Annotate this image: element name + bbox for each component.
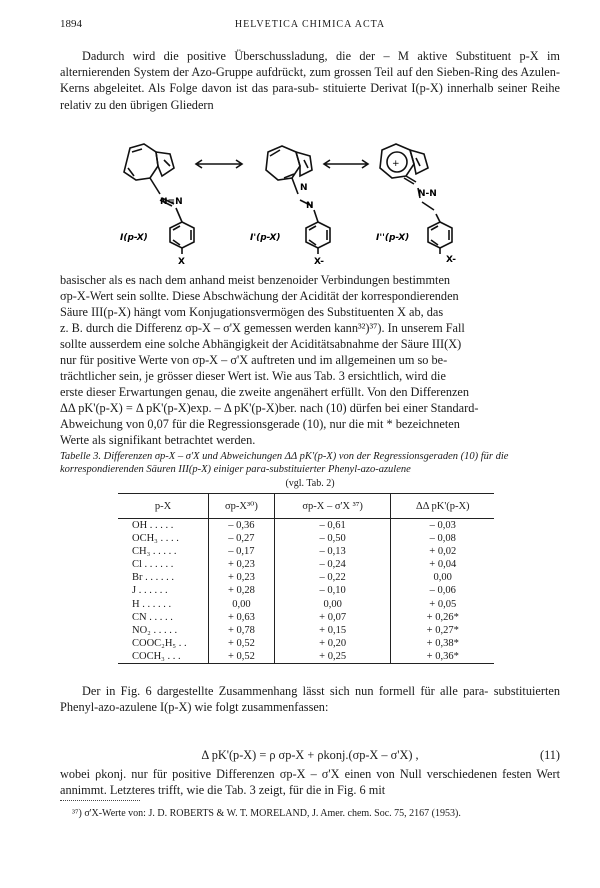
col-header-ddpk: ΔΔ pK'(p-X) [391, 494, 494, 519]
table-cell: – 0,13 [274, 545, 391, 558]
table-cell: + 0,23 [209, 571, 275, 584]
azo-label-1: N=N [160, 197, 183, 207]
table-cell: – 0,27 [209, 532, 275, 545]
table-cell: + 0,05 [429, 598, 457, 610]
table-row [118, 519, 494, 533]
table-cell: – 0,50 [274, 532, 391, 545]
table-cell: – 0,24 [274, 558, 391, 571]
substituent-3: X- [446, 255, 456, 265]
table-cell: + 0,04 [429, 559, 457, 571]
structure-label-1: I(p-X) [120, 233, 148, 243]
table-cell: OH . . . . . [118, 519, 209, 533]
running-header [60, 18, 560, 34]
structure-label-3: I''(p-X) [376, 233, 410, 243]
table-cell: – 0,03 [429, 520, 456, 531]
table-cell: NO₂ . . . . . [118, 624, 209, 637]
table-cell: J . . . . . . [118, 584, 209, 597]
resonance-arrow-2 [324, 160, 368, 168]
paragraph-3: Der in Fig. 6 dargestellte Zusammenhang lässt sich nun formell für alle para- substituierten Phenyl-azo-azulene I(p-X) wie folgt zusammenfassen: [60, 684, 560, 715]
table-row [118, 532, 494, 545]
paragraph-4: wobei ρkonj. nur für positive Differenzen σp-X – σ'X einen von Null verschiedenen festen Wert annimmt. Letzteres trifft, wie die Tab. 3 zeigt, für die in Fig. 6 mit [60, 767, 560, 798]
table-cell: + 0,25 [274, 650, 391, 664]
table-row [118, 571, 494, 584]
table-cell: + 0,20 [274, 637, 391, 650]
resonance-arrow-1 [196, 160, 242, 168]
table-row [118, 611, 494, 624]
paragraph-2-line-k: Werte als signifikant betrachtet werden. [60, 433, 256, 447]
paragraph-2-line-b: σp-X-Wert sein sollte. Diese Abschwächung der Acidität der korrespondierenden [60, 289, 459, 303]
azo-label-3: N-N [418, 189, 437, 199]
paragraph-2-line-e: sollte ausserdem eine solche Abhängigkeit der Aciditätsabnahme der Säure III(X) [60, 337, 462, 351]
table-cell: – 0,36 [209, 519, 275, 533]
col-header-sigma: σp-X³⁰) [209, 494, 275, 519]
table-cell: COOC₂H₅ . . [118, 637, 209, 650]
substituent-2: X- [314, 257, 324, 267]
plus-charge: + [392, 159, 400, 169]
journal-title: HELVETICA CHIMICA ACTA [234, 19, 386, 30]
table-caption: Tabelle 3. Differenzen σp-X – σ'X und Abweichungen ΔΔ pK'(p-X) von der Regressionsgeraden (10) für die korrespondierenden Säuren III(p-X) einiger para-substituierter Phenyl-azo-azulene [60, 451, 509, 475]
equation-formula: Δ pK'(p-X) = ρ σp-X + ρkonj.(σp-X – σ'X) , [201, 748, 419, 762]
table-subcaption: (vgl. Tab. 2) [285, 478, 335, 489]
table-cell: Br . . . . . . [118, 571, 209, 584]
n-label-2a: N [300, 183, 308, 193]
table-cell: – 0,10 [274, 584, 391, 597]
table-row [118, 584, 494, 597]
table-cell: + 0,52 [209, 637, 275, 650]
table-cell: – 0,61 [274, 519, 391, 533]
table-row [118, 598, 494, 611]
paragraph-2-line-j: Abweichung von 0,07 für die Regressionsgerade (10), nur die mit * bezeichneten [60, 417, 460, 431]
paragraph-1: Dadurch wird die positive Überschussladung, die der – M aktive Substituent p-X im alternierenden System der Azo-Gruppe aufdrückt, zum grossen Teil auf den Sieben-Ring des Azulen-Kerns abgeleitet. Als Folge davon ist das para-sub- stituierte Derivat I(p-X) innerhalb seiner Reihe relativ zu den übrigen Gliedern [60, 49, 560, 112]
table-row [118, 637, 494, 650]
table-cell: + 0,26* [426, 611, 459, 623]
table-cell: – 0,08 [429, 533, 456, 545]
paragraph-2-line-h: erste dieser Erwartungen genau, die zweite angenähert erfüllt. Von den Differenzen [60, 385, 470, 399]
resonance-scheme [100, 138, 520, 268]
table-cell: + 0,02 [429, 546, 457, 558]
structure-label-2: I'(p-X) [250, 233, 281, 243]
table-cell: + 0,23 [209, 558, 275, 571]
table-cell: + 0,52 [209, 650, 275, 664]
table-cell: + 0,27* [426, 624, 459, 636]
footnote-37: ³⁷) σ'X-Werte von: J. D. ROBERTS & W. T. MORELAND, J. Amer. chem. Soc. 75, 2167 (1953). [72, 808, 461, 819]
substituent-1: X [178, 257, 185, 267]
table-cell: + 0,28 [209, 584, 275, 597]
table-row [118, 624, 494, 637]
table-cell: CH₃ . . . . . [118, 545, 209, 558]
table-cell: + 0,15 [274, 624, 391, 637]
table-row [118, 558, 494, 571]
table-cell: 0,00 [433, 572, 452, 584]
paragraph-2-line-i: ΔΔ pK'(p-X) = Δ pK'(p-X)exp. – Δ pK'(p-X)ber. nach (10) dürfen bei einer Standard- [60, 401, 479, 415]
table-cell: OCH₃ . . . . [118, 532, 209, 545]
table-cell: – 0,22 [274, 571, 391, 584]
table-cell: + 0,36* [391, 650, 494, 664]
table-cell: + 0,07 [274, 611, 391, 624]
data-table [118, 493, 494, 664]
paragraph-2-line-c: Säure III(p-X) hängt vom Konjugationsvermögen des Substituenten X ab, das [60, 305, 444, 319]
table-cell: + 0,38* [426, 637, 459, 649]
paragraph-2-line-a: basischer als es nach dem anhand meist benzenoider Verbindungen bestimmten [60, 273, 451, 287]
paragraph-2-line-g: trächtlicher sein, je grösser dieser Wert ist. Wie aus Tab. 3 ersichtlich, wird die [60, 369, 446, 383]
table-cell: 0,00 [274, 598, 391, 611]
table-cell: + 0,63 [209, 611, 275, 624]
equation-number: (11) [539, 748, 560, 762]
col-header-px: p-X [118, 494, 209, 519]
paragraph-2-line-f: nur für positive Werte von σp-X – σ'X auftreten und im allgemeinen um so be- [60, 353, 448, 367]
table-cell: – 0,06 [429, 585, 456, 597]
footnote-rule [60, 800, 140, 801]
table-cell: H . . . . . . [118, 598, 209, 611]
n-label-2b: N [306, 201, 314, 211]
table-body [118, 519, 494, 664]
table-cell: Cl . . . . . . [118, 558, 209, 571]
table-header-row [118, 494, 494, 519]
table-cell: COCH₃ . . . [118, 650, 209, 664]
table-cell: + 0,78 [209, 624, 275, 637]
table-cell: 0,00 [209, 598, 275, 611]
table-row [118, 650, 494, 664]
paragraph-2-line-d: z. B. durch die Differenz σp-X – σ'X gemessen werden kann³²)³⁷). In unserem Fall [60, 321, 465, 335]
table-cell: CN . . . . . [118, 611, 209, 624]
table-row [118, 545, 494, 558]
page-number: 1894 [60, 18, 82, 30]
table-cell: – 0,17 [209, 545, 275, 558]
col-header-diff: σp-X – σ'X ³⁷) [274, 494, 391, 519]
